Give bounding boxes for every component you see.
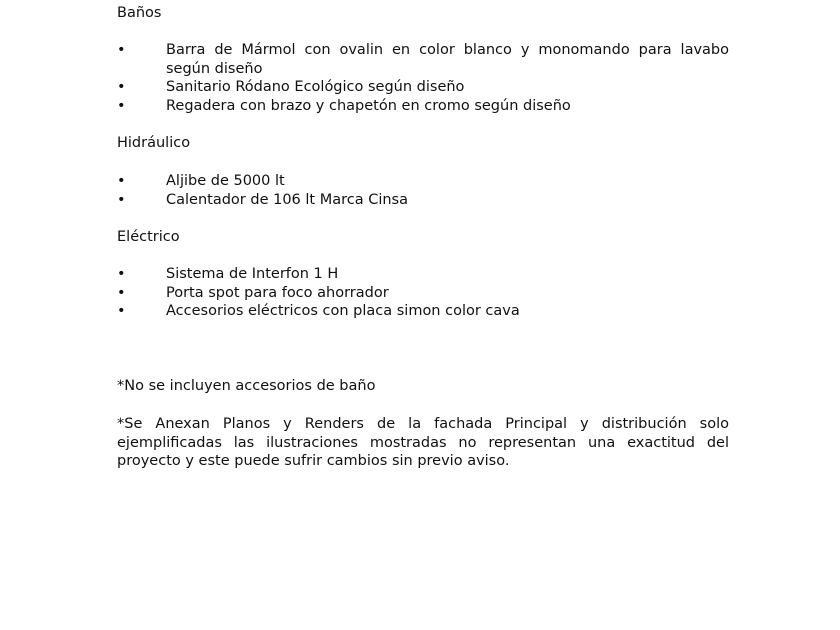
note-text: *Se Anexan Planos y Renders de la fachada Principal y distribución solo ejemplificadas las ilustraciones mostradas no representan una exactitud del proyecto y este puede sufrir cambios sin previo aviso. — [117, 416, 729, 470]
bullet-icon: • — [117, 191, 126, 208]
list-item-text: Sanitario Ródano Ecológico según diseño — [166, 79, 465, 96]
list-item-text: Accesorios eléctricos con placa simon color cava — [166, 303, 520, 320]
list-item — [117, 302, 729, 321]
bullet-list — [117, 265, 729, 321]
list-item — [117, 284, 729, 303]
note-text: *No se incluyen accesorios de baño — [117, 378, 376, 394]
section-list-banos — [117, 41, 729, 116]
section-hidraulico — [117, 134, 729, 153]
section-list-electrico — [117, 265, 729, 321]
list-item-text: Aljibe de 5000 lt — [166, 173, 285, 189]
section-electrico — [117, 228, 729, 247]
list-item-text: Porta spot para foco ahorrador — [166, 284, 389, 301]
list-item — [117, 97, 729, 116]
section-heading-hidraulico: Hidráulico — [117, 135, 191, 151]
list-item-text: Sistema de Interfon 1 H — [166, 266, 339, 282]
list-item-text: Barra de Mármol con ovalin en color blanco y monomando para lavabo según diseño — [166, 42, 729, 77]
bullet-list — [117, 172, 729, 209]
list-item — [117, 172, 729, 191]
list-item — [117, 191, 729, 210]
bullet-icon: • — [117, 173, 126, 189]
list-item-text: Calentador de 106 lt Marca Cinsa — [166, 191, 408, 208]
list-item-text: Regadera con brazo y chapetón en cromo según diseño — [166, 98, 571, 115]
section-heading-electrico: Eléctrico — [117, 229, 180, 245]
section-list-hidraulico — [117, 172, 729, 209]
note-plans — [117, 415, 729, 471]
bullet-icon: • — [117, 42, 126, 58]
list-item — [117, 78, 729, 97]
bullet-icon: • — [117, 98, 126, 115]
list-item — [117, 265, 729, 284]
section-banos — [117, 4, 729, 23]
bullet-icon: • — [117, 79, 126, 96]
bullet-icon: • — [117, 266, 126, 282]
bullet-icon: • — [117, 284, 126, 301]
bullet-list — [117, 41, 729, 116]
section-heading-banos: Baños — [117, 5, 162, 21]
note-no-accessories — [117, 377, 729, 396]
list-item — [117, 41, 729, 78]
bullet-icon: • — [117, 303, 126, 320]
